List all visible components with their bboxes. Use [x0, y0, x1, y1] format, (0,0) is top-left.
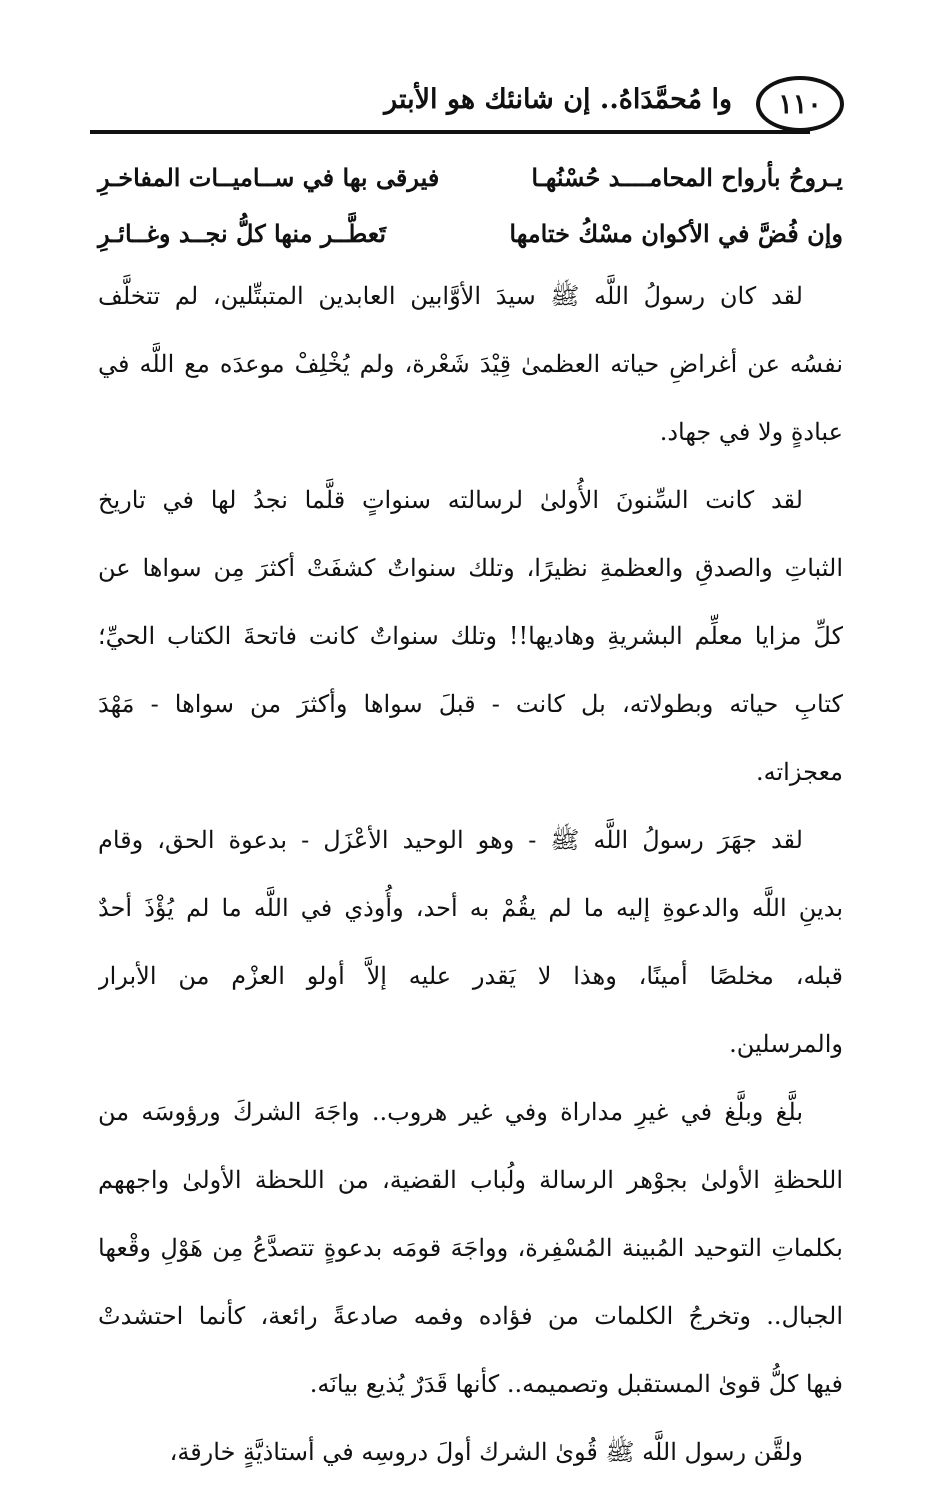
- text-line: لقد كانت السِّنونَ الأُولىٰ لرسالته سنواتٍ قلَّما نجدُ لها في تاريخ: [98, 486, 803, 514]
- page-number: ١١٠: [756, 76, 844, 132]
- header-rule: [90, 130, 810, 134]
- text-line: الجبال.. وتخرجُ الكلمات من فؤاده وفمه صادعةً رائعة، كأنما احتشدتْ: [98, 1302, 843, 1330]
- text-line: ولقَّن رسول اللَّه ﷺ قُوىٰ الشرك أولَ دروسِه في أستاذيَّةٍ خارقة،: [169, 1438, 803, 1466]
- text-line: الثباتِ والصدقِ والعظمةِ نظيرًا، وتلك سنواتٌ كشفَتْ أكثرَ مِن سواها عن: [98, 554, 843, 582]
- text-line: معجزاته.: [755, 758, 843, 786]
- verse-line: [98, 150, 843, 206]
- running-title: وا مُحمَّدَاهُ.. إن شانئك هو الأبتر: [384, 84, 732, 115]
- page-header: [90, 70, 850, 140]
- text-line: بدينِ اللَّه والدعوةِ إليه ما لم يقُمْ به أحد، وأُوذي في اللَّه ما لم يُؤْذَ أحدٌ: [98, 894, 843, 922]
- verse-first-hemistich: يـروحُ بأرواح المحامــــد حُسْنُهـا: [531, 163, 843, 192]
- text-line: بلَّغ وبلَّغ في غيرِ مداراة وفي غير هروب.. واجَهَ الشركَ ورؤوسَه من: [98, 1098, 803, 1126]
- text-line: بكلماتِ التوحيد المُبينة المُسْفِرة، وواجَهَ قومَه بدعوةٍ تتصدَّعُ مِن هَوْلِ وقْعها: [98, 1234, 843, 1262]
- text-line: اللحظةِ الأولىٰ بجوْهر الرسالة ولُباب القضية، من اللحظة الأولىٰ واجههم: [98, 1166, 843, 1194]
- verse-second-hemistich: تَعطَّــر منها كلُّ نجــد وغــائـرِ: [98, 219, 387, 248]
- text-line: كلِّ مزايا معلِّم البشريةِ وهاديها!! وتلك سنواتٌ كانت فاتحةَ الكتاب الحيِّ؛: [98, 622, 843, 650]
- text-line: والمرسلين.: [729, 1030, 843, 1058]
- paragraph: [98, 466, 843, 806]
- text-line: نفسُه عن أغراضِ حياته العظمىٰ قِيْدَ شَعْرة، ولم يُخْلِفْ موعدَه مع اللَّه في: [98, 350, 843, 378]
- page-body: [98, 150, 843, 1486]
- text-line: كتابِ حياته وبطولاته، بل كانت - قبلَ سواها وأكثرَ من سواها - مَهْدَ: [98, 690, 843, 718]
- text-line: لقد جهَرَ رسولُ اللَّه ﷺ - وهو الوحيد الأعْزَل - بدعوة الحق، وقام: [98, 826, 803, 854]
- paragraph: [98, 1418, 843, 1486]
- paragraph: [98, 806, 843, 1078]
- paragraph: [98, 262, 843, 466]
- verse-line: [98, 206, 843, 262]
- verse-first-hemistich: وإن فُضَّ في الأكوان مسْكُ ختامها: [509, 219, 843, 248]
- paragraph: [98, 1078, 843, 1418]
- verse-second-hemistich: فيرقى بها في ســاميــات المفاخـرِ: [98, 163, 440, 192]
- text-line: قبله، مخلصًا أمينًا، وهذا لا يَقدر عليه إلاَّ أولو العزْم من الأبرار: [98, 962, 843, 990]
- text-line: فيها كلُّ قوىٰ المستقبل وتصميمه.. كأنها قَدَرٌ يُذيع بيانَه.: [309, 1370, 843, 1398]
- text-line: عبادةٍ ولا في جهاد.: [659, 418, 843, 446]
- text-line: لقد كان رسولُ اللَّه ﷺ سيدَ الأوَّابين العابدين المتبتِّلين، لم تتخلَّف: [98, 282, 803, 310]
